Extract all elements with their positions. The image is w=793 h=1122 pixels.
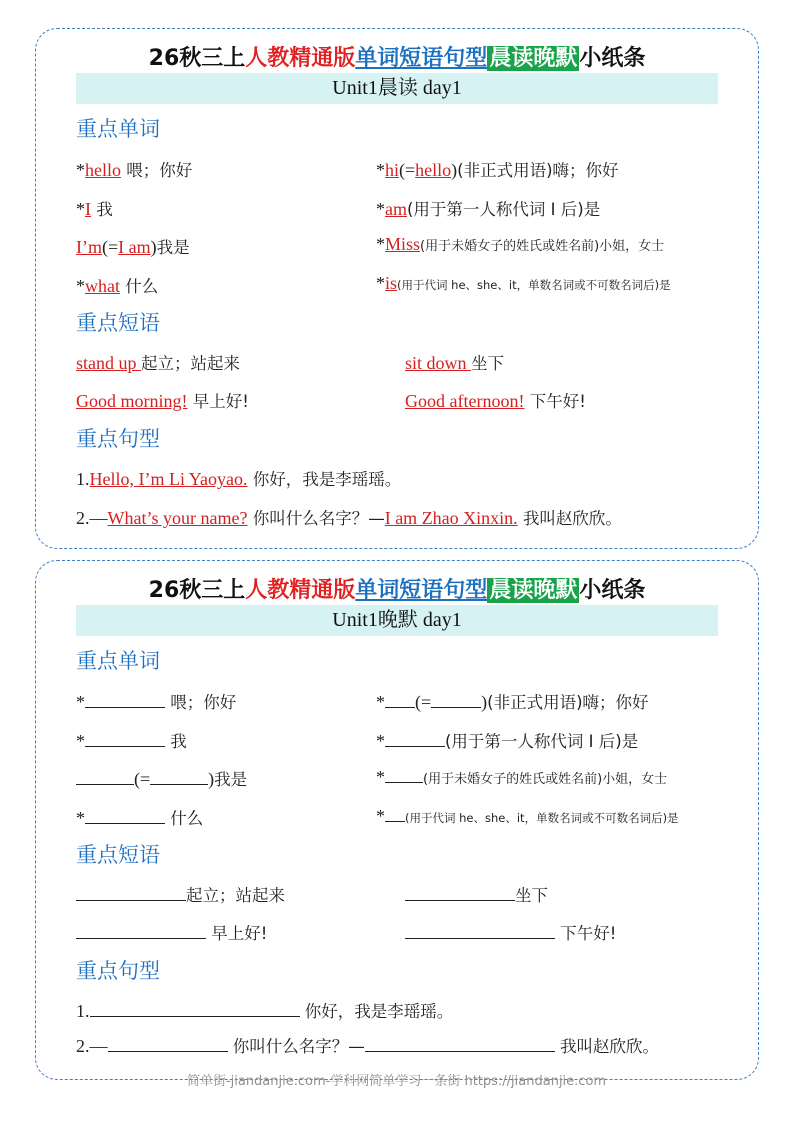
unit-bar: Unit1晨读 day1 [76,73,718,104]
morning-card [35,28,759,549]
phrase-row-1: 起立；站起来 [76,882,285,906]
word-row-im: I’m(=I am)我是 [76,237,190,257]
section-sentences-heading: 重点句型 [76,959,160,983]
answer-blank[interactable] [405,884,515,901]
phrase-row-2: 坐下 [405,882,548,906]
answer-blank[interactable] [76,884,186,901]
answer-blank[interactable] [85,691,165,708]
sentence-row-1: 1. 你好，我是李瑶瑶。 [76,1001,454,1021]
answer-blank[interactable] [385,766,423,783]
answer-blank[interactable] [385,691,415,708]
unit-bar: Unit1晚默 day1 [76,605,718,636]
phrase-row-stand-up: stand up 起立；站起来 [76,353,240,373]
phrase-row-4: 下午好! [405,920,616,944]
title-part-content: 单词短语句型 [355,578,488,603]
answer-blank[interactable] [385,805,405,822]
word-row-5: (= )我是 [76,766,247,790]
sentence-row-2: 2.— 你叫什么名字？— 我叫赵欣欣。 [76,1036,659,1056]
title-part-badge: 晨读晚默 [489,578,578,603]
phrase-row-3: 早上好! [76,920,267,944]
answer-blank[interactable] [150,768,208,785]
answer-blank[interactable] [365,1035,555,1052]
title-part-suffix: 小纸条 [579,46,646,71]
answer-blank[interactable] [405,922,555,939]
title-part-edition: 人教精通版 [245,46,356,71]
word-row-3: * 我 [76,731,187,751]
sentence-row-1: 1.Hello, I’m Li Yaoyao. 你好，我是李瑶瑶。 [76,469,402,489]
title-part-suffix: 小纸条 [579,578,646,603]
answer-blank[interactable] [76,922,206,939]
title-part-content: 单词短语句型 [355,46,488,71]
watermark-footer: 简单街-jiandanjie.com-学科网简单学习一条街 https://jiandanjie.com [186,1074,607,1089]
word-row-hi: *hi(=hello)(非正式用语)嗨；你好 [376,160,619,180]
answer-blank[interactable] [431,691,481,708]
word-row-i: *I 我 [76,199,113,219]
answer-blank[interactable] [85,807,165,824]
title-part-badge: 晨读晚默 [489,46,578,71]
phrase-row-good-morning: Good morning! 早上好! [76,391,249,411]
section-phrases-heading: 重点短语 [76,843,160,867]
word-row-7: * 什么 [76,808,204,828]
evening-card [35,560,759,1080]
title-part-grade: 26秋三上 [148,578,246,603]
word-row-4: * (用于第一人称代词 I 后)是 [376,731,639,751]
answer-blank[interactable] [108,1035,228,1052]
phrase-row-good-afternoon: Good afternoon! 下午好! [405,391,586,411]
word-row-am: *am(用于第一人称代词 I 后)是 [376,199,601,219]
phrase-row-sit-down: sit down 坐下 [405,353,505,373]
word-row-miss: *Miss(用于未婚女子的姓氏或姓名前)小姐，女士 [376,234,665,254]
answer-blank[interactable] [85,730,165,747]
word-row-hello: *hello 喂；你好 [76,160,193,180]
title-part-edition: 人教精通版 [245,578,356,603]
section-words-heading: 重点单词 [76,649,160,673]
card-title [36,573,758,604]
sentence-row-2: 2.—What’s your name? 你叫什么名字？—I am Zhao Xinxin. 我叫赵欣欣。 [76,508,622,528]
word-row-1: * 喂；你好 [76,692,237,712]
section-sentences-heading: 重点句型 [76,427,160,451]
answer-blank[interactable] [76,768,134,785]
answer-blank[interactable] [90,1000,300,1017]
card-title [36,41,758,72]
word-row-6: * (用于未婚女子的姓氏或姓名前)小姐，女士 [376,767,668,787]
word-row-2: * (= )(非正式用语)嗨；你好 [376,692,649,712]
word-row-8: * (用于代词 he、she、it，单数名词或不可数名词后)是 [376,806,679,826]
section-phrases-heading: 重点短语 [76,311,160,335]
title-part-grade: 26秋三上 [148,46,246,71]
word-row-what: *what 什么 [76,276,159,296]
section-words-heading: 重点单词 [76,117,160,141]
answer-blank[interactable] [385,730,445,747]
word-row-is: *is(用于代词 he、she、it，单数名词或不可数名词后)是 [376,273,671,293]
